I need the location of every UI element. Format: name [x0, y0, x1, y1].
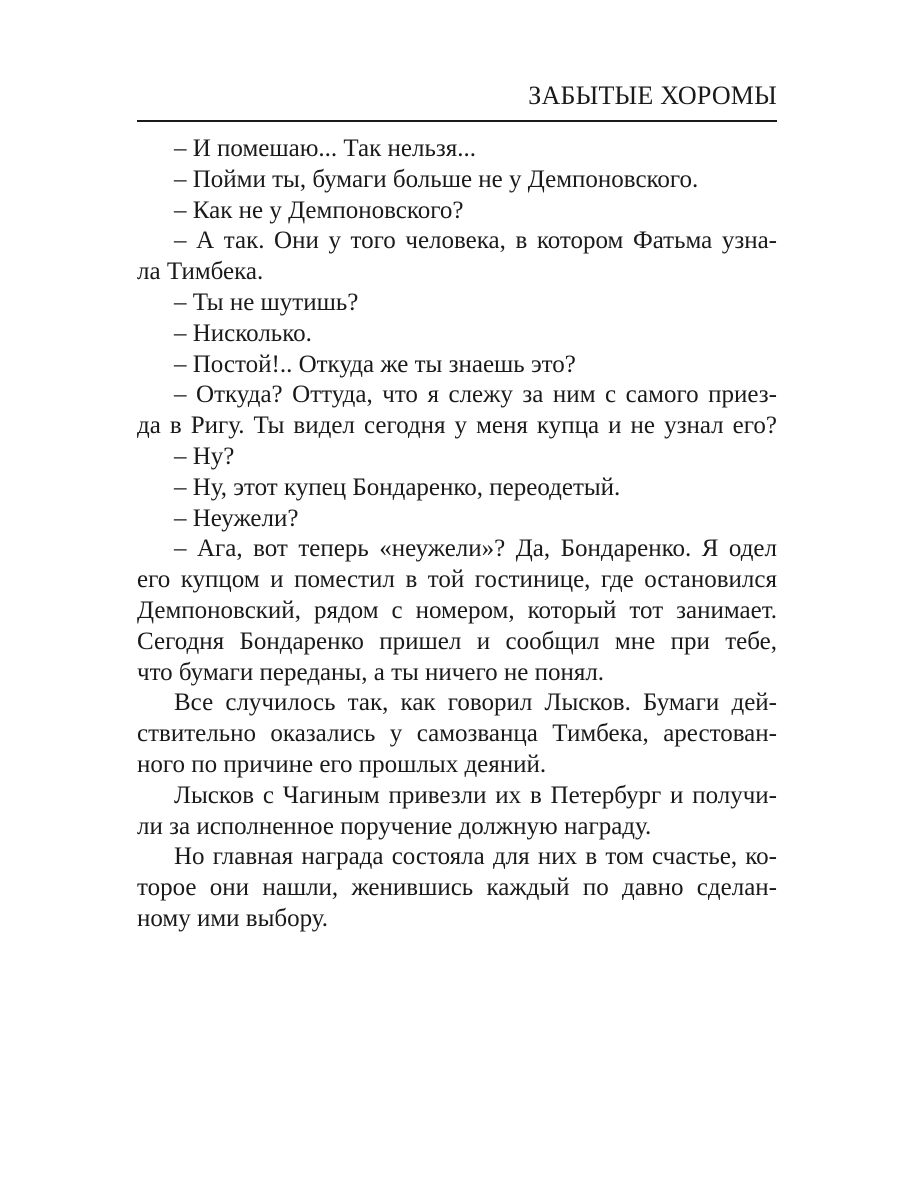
running-header	[137, 78, 777, 122]
body-text	[137, 134, 777, 935]
text-line: – Как не у Демпоновского?	[174, 196, 464, 224]
text-line: ла Тимбека.	[137, 258, 264, 286]
text-line: ному ими выбору.	[137, 904, 329, 932]
text-line: торое они нашли, женившись каждый по давно сделан-	[137, 874, 777, 902]
text-line: – Ты не шутишь?	[174, 288, 359, 316]
text-line: – И помешаю... Так нельзя...	[174, 135, 477, 162]
text-line: – Ну?	[174, 442, 235, 470]
running-title: ЗАБЫТЫЕ ХОРОМЫ	[528, 81, 777, 110]
text-line: что бумаги переданы, а ты ничего не понял.	[137, 658, 605, 686]
text-line: ного по причине его прошлых деяний.	[137, 750, 547, 778]
text-line: ли за исполненное поручение должную награду.	[137, 812, 652, 840]
text-line: – Постой!.. Откуда же ты знаешь это?	[174, 350, 576, 378]
text-line: ствительно оказались у самозванца Тимбека, арестован-	[137, 720, 777, 748]
text-line: да в Ригу. Ты видел сегодня у меня купца и не узнал его?	[137, 412, 777, 440]
text-line: Все случилось так, как говорил Лысков. Бумаги дей-	[174, 689, 777, 717]
text-line: Сегодня Бондаренко пришел и сообщил мне при тебе,	[137, 627, 777, 655]
text-line: – Откуда? Оттуда, что я слежу за ним с самого приез-	[174, 381, 777, 409]
text-line: – Нисколько.	[174, 319, 312, 347]
text-line: Лысков с Чагиным привезли их в Петербург и получи-	[174, 781, 777, 809]
text-line: его купцом и поместил в той гостинице, где остановился	[137, 566, 777, 594]
text-line: Но главная награда состояла для них в том счастье, ко-	[174, 843, 777, 871]
text-line: – Пойми ты, бумаги больше не у Демпоновского.	[174, 165, 699, 193]
text-line: Демпоновский, рядом с номером, который тот занимает.	[137, 596, 777, 624]
text-line: – Неужели?	[174, 504, 299, 532]
text-line: – Ну, этот купец Бондаренко, переодетый.	[174, 473, 621, 501]
text-line: – А так. Они у того человека, в котором Фатьма узна-	[174, 227, 777, 255]
text-line: – Ага, вот теперь «неужели»? Да, Бондаренко. Я одел	[174, 535, 777, 563]
